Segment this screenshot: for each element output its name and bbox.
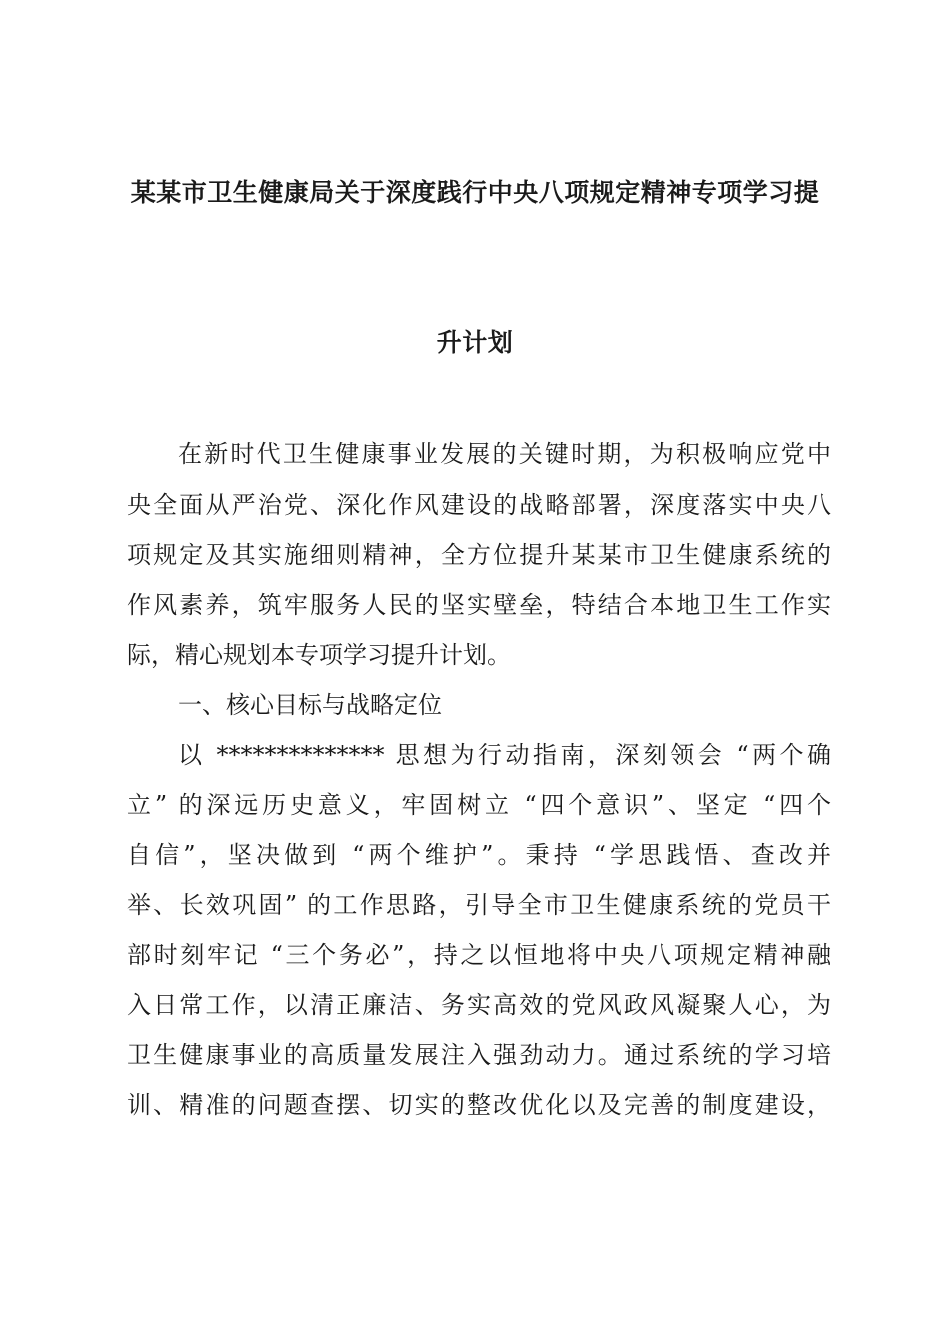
paragraph-1-line-5: 际，精心规划本专项学习提升计划。 <box>127 641 511 669</box>
paragraph-2-line-1: 以 ************** 思想为行动指南，深刻领会 “两个确 <box>178 741 831 769</box>
document-title-line-1: 某某市卫生健康局关于深度践行中央八项规定精神专项学习提 <box>130 178 820 207</box>
paragraph-2-line-7: 卫生健康事业的高质量发展注入强劲动力。通过系统的学习培 <box>127 1041 831 1069</box>
paragraph-1-line-3: 项规定及其实施细则精神，全方位提升某某市卫生健康系统的 <box>127 541 831 569</box>
paragraph-1-line-1: 在新时代卫生健康事业发展的关键时期，为积极响应党中 <box>178 440 831 468</box>
section-heading-1: 一、核心目标与战略定位 <box>178 691 442 719</box>
paragraph-1-line-4: 作风素养，筑牢服务人民的坚实壁垒，特结合本地卫生工作实 <box>127 591 831 619</box>
paragraph-1-line-2: 央全面从严治党、深化作风建设的战略部署，深度落实中央八 <box>127 491 831 519</box>
paragraph-2-line-4: 举、长效巩固” 的工作思路，引导全市卫生健康系统的党员干 <box>127 891 831 919</box>
paragraph-2-line-3: 自信”，坚决做到 “两个维护”。秉持 “学思践悟、查改并 <box>127 841 831 869</box>
paragraph-2-line-2: 立” 的深远历史意义，牢固树立 “四个意识”、坚定 “四个 <box>127 791 831 819</box>
document-title-line-2: 升计划 <box>436 328 514 357</box>
paragraph-2-line-5: 部时刻牢记 “三个务必”，持之以恒地将中央八项规定精神融 <box>127 941 831 969</box>
paragraph-2-line-6: 入日常工作，以清正廉洁、务实高效的党风政风凝聚人心，为 <box>127 991 831 1019</box>
paragraph-2-line-8: 训、精准的问题查摆、切实的整改优化以及完善的制度建设， <box>127 1091 831 1119</box>
